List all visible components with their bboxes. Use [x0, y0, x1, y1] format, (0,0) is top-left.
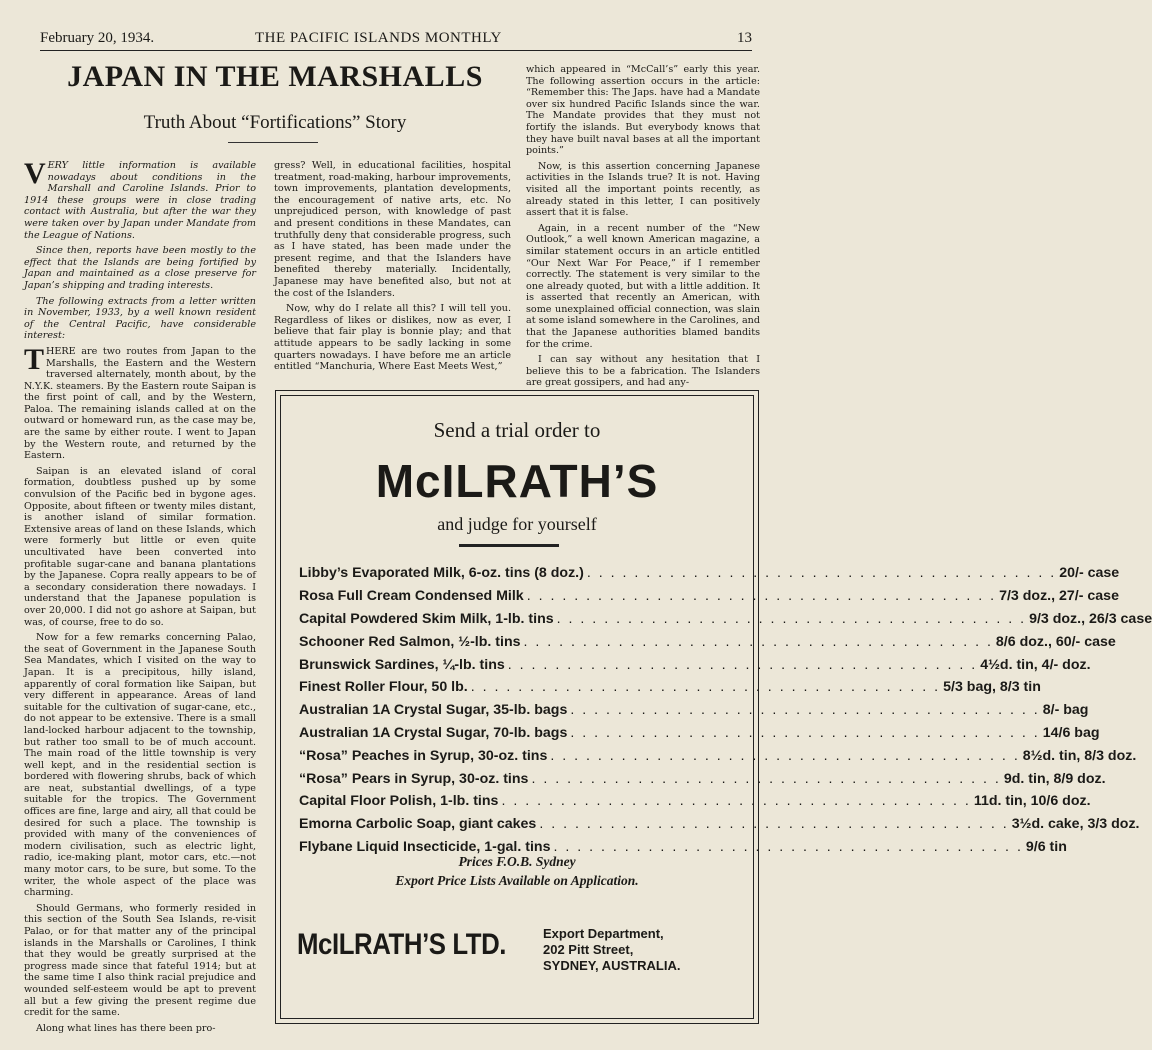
product-price: 20/- case	[1059, 565, 1120, 582]
body-paragraph-8: which appeared in “McCall’s” early this year. The following assertion occurs in the article: “Remember this: The Japs. have had a Mandate over six hundred Pacific Islands since the war. The Mandate provides that they must not fortify the islands. But everybody knows that they have built naval bases at all the important points.”	[526, 64, 760, 157]
leader-dots: . . . . . . . . . . . . . . . . . . . . . . . . . . . . . . . . . . . . . . . .	[539, 816, 1009, 833]
leader-dots: . . . . . . . . . . . . . . . . . . . . . . . . . . . . . . . . . . . . . . . .	[526, 588, 997, 605]
ad-trial-line: Send a trial order to	[433, 418, 601, 442]
ad-judge-line: and judge for yourself	[437, 514, 597, 534]
column-2	[274, 160, 511, 382]
product-row	[299, 585, 1119, 608]
address-line: SYDNEY, AUSTRALIA.	[543, 958, 681, 973]
product-name: Finest Roller Flour, 50 lb.	[299, 679, 468, 696]
leader-dots: . . . . . . . . . . . . . . . . . . . . . . . . . . . . . . . . . . . . . . . .	[470, 679, 941, 696]
product-name: “Rosa” Peaches in Syrup, 30-oz. tins	[299, 747, 548, 764]
address-line: 202 Pitt Street,	[543, 942, 634, 957]
body-paragraph-10: Again, in a recent number of the “New Outlook,” a well known American magazine, a similar statement occurs in an article entitled “Our Next War For Peace,” if I remember correctly. The statement is very similar to the one already quoted, but with a little addition. It is asserted that recently an American, with some unexplained official connection, was slain at some island somewhere in the Carolines, and that the Japanese authorities blamed bandits for the crime.	[526, 222, 760, 350]
leader-dots: . . . . . . . . . . . . . . . . . . . . . . . . . . . . . . . . . . . . . . . .	[550, 747, 1020, 764]
intro-paragraph-3: The following extracts from a letter written in November, 1933, by a well known resident of the Central Pacific, have considerable interest:	[24, 295, 256, 342]
product-row	[299, 699, 1089, 722]
body-paragraph-11: I can say without any hesitation that I believe this to be a fabrication. The Islanders are great gossipers, and had any-	[526, 354, 760, 389]
leader-dots: . . . . . . . . . . . . . . . . . . . . . . . . . . . . . . . . . . . . . . . .	[523, 633, 993, 650]
product-name: Australian 1A Crystal Sugar, 35-lb. bags	[299, 702, 568, 719]
leader-dots: . . . . . . . . . . . . . . . . . . . . . . . . . . . . . . . . . . . . . . . .	[556, 610, 1027, 627]
article-subheadline: Truth About “Fortifications” Story	[143, 112, 407, 133]
prices-fob-note: Prices F.O.B. Sydney	[458, 854, 576, 869]
product-name: “Rosa” Pears in Syrup, 30-oz. tins	[299, 770, 529, 787]
ad-brand-name: McILRATH’S	[375, 455, 659, 507]
product-row	[299, 813, 1140, 836]
column-3	[526, 64, 760, 389]
running-header	[40, 28, 752, 51]
body-paragraph-4: Should Germans, who formerly resided in this section of the South Sea Islands, re-visit Palao, or for that matter any of the principal islands in the Marshalls or Carolines, I think that they would be greatly surprised at the progress made since that fateful 1914; but at the same time I also think racial prejudice and wounded self-esteem would be apt to prevent all but a few giving the present regime due credit for the same.	[24, 902, 256, 1019]
leader-dots: . . . . . . . . . . . . . . . . . . . . . . . . . . . . . . . . . . . . . . . .	[570, 702, 1040, 719]
article-intro	[24, 157, 256, 342]
product-price: 7/3 doz., 27/- case	[999, 588, 1119, 605]
page-number: 13	[737, 30, 752, 46]
product-name: Australian 1A Crystal Sugar, 70-lb. bags	[299, 724, 568, 741]
product-row	[299, 744, 1137, 767]
product-row	[299, 630, 1116, 653]
leader-dots: . . . . . . . . . . . . . . . . . . . . . . . . . . . . . . . . . . . . . . . .	[570, 724, 1040, 741]
product-price: 4½d. tin, 4/- doz.	[980, 656, 1091, 673]
product-name: Emorna Carbolic Soap, giant cakes	[299, 816, 537, 833]
leader-dots: . . . . . . . . . . . . . . . . . . . . . . . . . . . . . . . . . . . . . . . .	[531, 770, 1001, 787]
issue-date: February 20, 1934.	[40, 30, 155, 46]
body-paragraph-1: THERE are two routes from Japan to the Marshalls, the Eastern and the Western traversed alternately, month about, by the N.Y.K. steamers. By the Eastern route Saipan is the first point of call, and by the Western, Paloa. The remaining islands called at on the outward or homeward run, as the case may be, are the same by either route. I went to Japan by the Western route, and returned by the Eastern.	[24, 342, 256, 462]
product-price: 3½d. cake, 3/3 doz.	[1011, 816, 1140, 833]
body-paragraph-3: Now for a few remarks concerning Palao, the seat of Government in the Japanese South Sea Mandates, which I visited on the way to Japan. It is a precipitous, hilly island, apparently of coral formation like Saipan, but very different in appearance. Areas of land suitable for the cultivation of sugar-cane, etc., do not appear to be extensive. There is a small land-locked harbour adjacent to the township, but rather too small to be of much account. The main road of the little township is very well kept, and in the residential section is bordered with flowering shrubs, back of which are neat, substantial dwellings, of a type suitable for the tropics. The Government offices are fine, large and airy, all that could be desired for such a place. The township is provided with many of the conveniences of modern civilisation, such as electric light, radio, ice-making plant, motor cars, etc.—not many motor cars, to be sure, but some. To the writer, the whole aspect of the place was charming.	[24, 632, 256, 899]
leader-dots: . . . . . . . . . . . . . . . . . . . . . . . . . . . . . . . . . . . . . . . .	[586, 565, 1057, 582]
product-row	[299, 676, 1041, 699]
product-row	[299, 767, 1106, 790]
leader-dots: . . . . . . . . . . . . . . . . . . . . . . . . . . . . . . . . . . . . . . . .	[501, 793, 971, 810]
company-address	[543, 926, 680, 974]
product-name: Schooner Red Salmon, ½-lb. tins	[299, 633, 521, 650]
product-price: 9/3 doz., 26/3 case	[1029, 610, 1152, 627]
column-1	[24, 157, 256, 1034]
product-name: Flybane Liquid Insecticide, 1-gal. tins	[299, 838, 551, 855]
product-name: Rosa Full Cream Condensed Milk	[299, 588, 524, 605]
address-line: Export Department,	[543, 926, 664, 941]
publication-title: THE PACIFIC ISLANDS MONTHLY	[255, 30, 502, 46]
product-name: Capital Floor Polish, 1-lb. tins	[299, 793, 499, 810]
product-name: Capital Powdered Skim Milk, 1-lb. tins	[299, 610, 554, 627]
product-row	[299, 608, 1152, 631]
body-dropcap: T	[24, 342, 45, 376]
product-name: Brunswick Sardines, ¼-lb. tins	[299, 656, 505, 673]
product-row	[299, 790, 1091, 813]
body-paragraph-9: Now, is this assertion concerning Japanese activities in the Islands true? It is not. Having visited all the important points recently, as already stated in this letter, I can positively assert that it is false.	[526, 160, 760, 219]
product-row	[299, 722, 1100, 745]
ad-rule	[459, 544, 559, 547]
mcilraths-advertisement	[275, 390, 1152, 1024]
product-price: 8½d. tin, 8/3 doz.	[1022, 747, 1137, 764]
body-paragraph-2: Saipan is an elevated island of coral formation, doubtless pushed up by some convulsion of the Pacific bed in bygone ages. Opposite, about fifteen or twenty miles distant, is another island of similar formation. Extensive areas of land on these Islands, which were formerly but little or even quite uncultivated have been converted into profitable sugar-cane and banana plantations by the Japanese. Copra really appears to be of a secondary consideration there nowadays. I understand that the Japanese population is over 20,000. I did not go ashore at Saipan, but was, of course, free to do so.	[24, 465, 256, 628]
intro-dropcap: V	[24, 157, 46, 190]
product-price: 14/6 bag	[1042, 724, 1100, 741]
product-name: Libby’s Evaporated Milk, 6-oz. tins (8 doz.)	[299, 565, 584, 582]
product-price: 8/- bag	[1042, 702, 1089, 719]
article-headline: JAPAN IN THE MARSHALLS	[67, 60, 483, 93]
product-row	[299, 562, 1120, 585]
leader-dots: . . . . . . . . . . . . . . . . . . . . . . . . . . . . . . . . . . . . . . . .	[507, 656, 978, 673]
body-paragraph-6: gress? Well, in educational facilities, hospital treatment, road-making, harbour improvements, town improvements, plantation developments, the encouragement of native arts, etc. No unprejudiced person, with knowledge of past and present conditions in these Mandates, can truthfully deny that considerable progress, such as I have stated, has been made under the present regime, and that the Islanders have benefited thereby materially. Incidentally, Japanese may have benefited also, but not at the cost of the Islanders.	[274, 160, 511, 299]
body-paragraph-7: Now, why do I relate all this? I will tell you. Regardless of likes or dislikes, now as ever, I believe that fair play is bonnie play; and that attitude appears to be sadly lacking in some quarters nowadays. I have before me an article entitled “Manchuria, Where East Meets West,”	[274, 303, 511, 373]
product-row	[299, 653, 1091, 676]
product-price: 9d. tin, 8/9 doz.	[1003, 770, 1106, 787]
export-lists-note: Export Price Lists Available on Application.	[395, 873, 639, 888]
leader-dots: . . . . . . . . . . . . . . . . . . . . . . . . . . . . . . . . . . . . . . . .	[553, 838, 1023, 855]
product-price-list	[299, 562, 1152, 858]
headline-rule	[228, 142, 318, 143]
product-price: 8/6 doz., 60/- case	[995, 633, 1116, 650]
product-price: 9/6 tin	[1025, 838, 1067, 855]
intro-paragraph-1: VERY little information is available nowadays about conditions in the Marshall and Caroline Islands. Prior to 1914 these groups were in close trading contact with Australia, but after the war they were taken over by Japan under Mandate from the League of Nations.	[24, 157, 256, 241]
product-price: 11d. tin, 10/6 doz.	[973, 793, 1091, 810]
company-name: McILRATH’S LTD.	[297, 928, 507, 961]
intro-paragraph-2: Since then, reports have been mostly to the effect that the Islands are being fortified by Japan and maintained as a close preserve for Japan’s shipping and trading interests.	[24, 245, 256, 291]
body-paragraph-5: Along what lines has there been pro-	[36, 1022, 216, 1034]
ad-inner-border	[280, 395, 1152, 1019]
product-price: 5/3 bag, 8/3 tin	[943, 679, 1041, 696]
